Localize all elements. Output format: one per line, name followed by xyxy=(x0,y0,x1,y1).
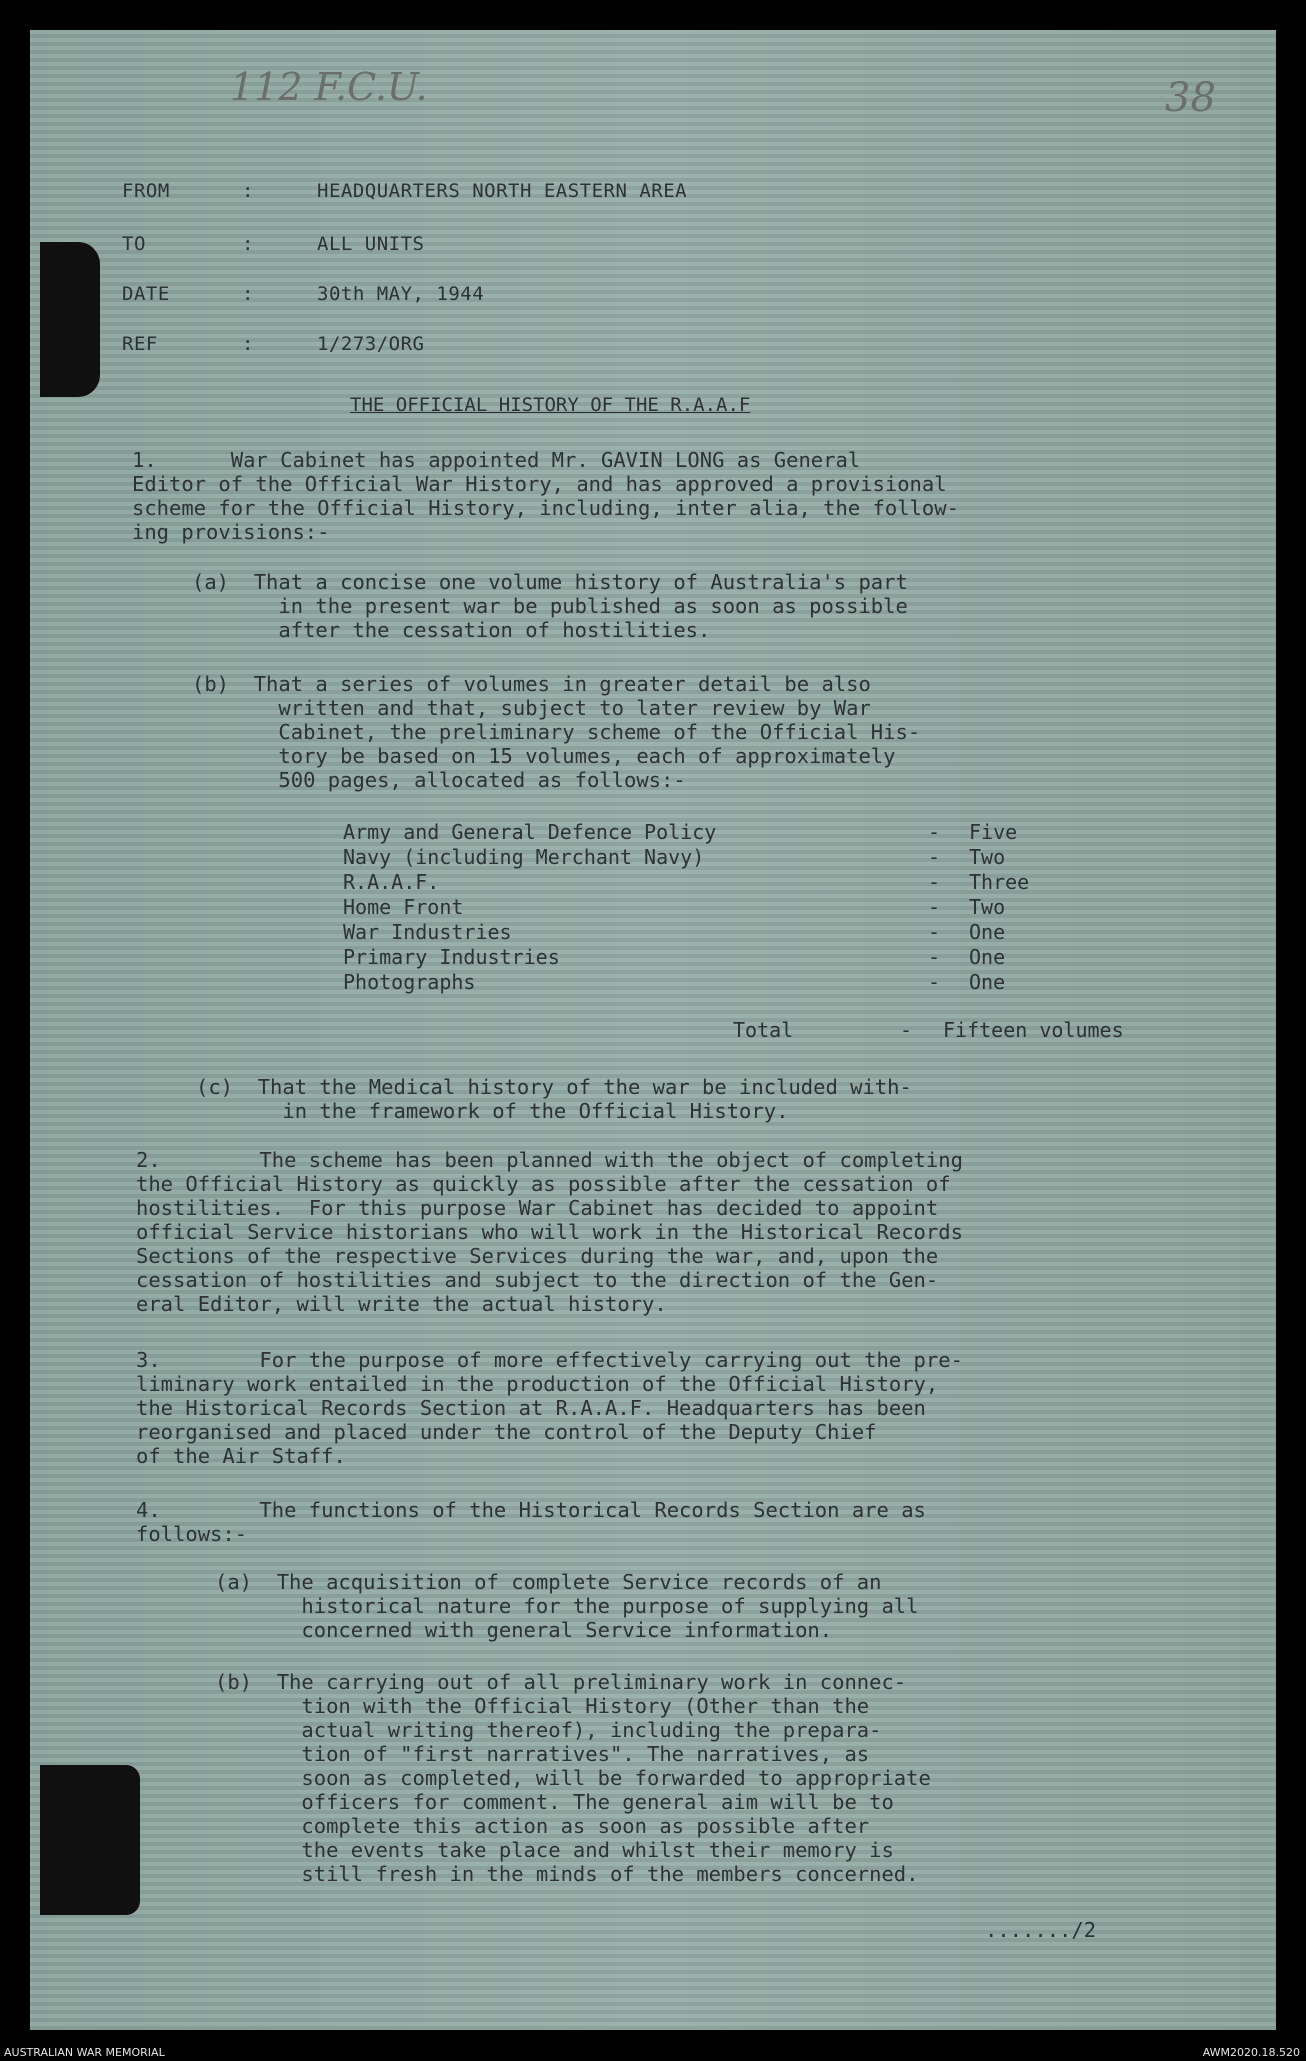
paragraph-1c: (c) That the Medical history of the war be included with- in the framework of the Official History. xyxy=(196,1075,912,1123)
header-from-label: FROM xyxy=(122,180,170,202)
allocation-row: Primary Industries - One xyxy=(343,945,1006,969)
total-label: Total xyxy=(733,1018,794,1042)
continuation-marker: ......./2 xyxy=(985,1918,1097,1942)
header-to-value: ALL UNITS xyxy=(317,233,425,255)
paragraph-4a: (a) The acquisition of complete Service records of an historical nature for the purpose of supplying all concerned with general Service information. xyxy=(215,1570,919,1642)
paragraph-1a: (a) That a concise one volume history of Australia's part in the present war be published as soon as possible after the cessation of hostilities. xyxy=(192,570,908,642)
paragraph-2: 2. The scheme has been planned with the object of completing the Official History as quickly as possible after the cessation of hostilities. For this purpose War Cabinet has decided to appoint official Service historians who will work in the Historical Records Sections of the respective Services during the war, and, upon the cessation of hostilities and subject to the direction of the Gen- eral Editor, will write the actual history. xyxy=(136,1148,963,1316)
header-date-value: 30th MAY, 1944 xyxy=(317,283,485,305)
header-ref-label: REF xyxy=(122,333,158,355)
archive-credit: AUSTRALIAN WAR MEMORIAL xyxy=(4,2046,165,2059)
header-date-label: DATE xyxy=(122,283,170,305)
header-ref-value: 1/273/ORG xyxy=(317,333,425,355)
document-title: THE OFFICIAL HISTORY OF THE R.A.A.F xyxy=(350,394,751,416)
allocation-row: War Industries - One xyxy=(343,920,1006,944)
total-dash: - xyxy=(900,1018,913,1042)
paragraph-3: 3. For the purpose of more effectively carrying out the pre- liminary work entailed in the production of the Official History, the Historical Records Section at R.A.A.F. Headquarters has been reorganised and placed under the control of the Deputy Chief of the Air Staff. xyxy=(136,1348,963,1468)
paragraph-4: 4. The functions of the Historical Records Section are as follows:- xyxy=(136,1498,926,1546)
volume-allocation-list xyxy=(343,820,1213,995)
binder-clip-bottom xyxy=(40,1765,140,1915)
handwritten-note: 112 F.C.U. xyxy=(230,65,428,109)
allocation-row: Home Front - Two xyxy=(343,895,1006,919)
paragraph-4b: (b) The carrying out of all preliminary work in connec- tion with the Official History (Other than the actual writing thereof), including the prepara- tion of "first narratives". The narratives, as soon as completed, will be forwarded to appropriate officers for comment. The general aim will be to complete this action as soon as possible after the events take place and whilst their memory is still fresh in the minds of the members concerned. xyxy=(215,1670,931,1886)
allocation-row: Navy (including Merchant Navy) - Two xyxy=(343,845,1006,869)
allocation-row: Army and General Defence Policy - Five xyxy=(343,820,1018,844)
paragraph-1b: (b) That a series of volumes in greater detail be also written and that, subject to later review by War Cabinet, the preliminary scheme of the Official His- tory be based on 15 volumes, each of approximately 500 pages, allocated as follows:- xyxy=(192,672,921,792)
header-from-value: HEADQUARTERS NORTH EASTERN AREA xyxy=(317,180,688,202)
binder-clip-top xyxy=(40,242,100,397)
header-to-label: TO xyxy=(122,233,146,255)
allocation-row: R.A.A.F. - Three xyxy=(343,870,1030,894)
allocation-row: Photographs - One xyxy=(343,970,1006,994)
archive-reference: AWM2020.18.520 xyxy=(1202,2046,1300,2059)
handwritten-folio-number: 38 xyxy=(1165,75,1216,121)
document-page: 112 F.C.U. 38 FROM : HEADQUARTERS NORTH EASTERN AREA TO : ALL UNITS DATE : 30th MAY, 1944 REF : 1/273/ORG THE OFFICIAL HISTORY OF THE R.A.A.F 1. War Cabinet has appointed Mr. GAVIN LONG as General Editor of the Official War History, and has approved a provisional scheme for the Official History, including, inter alia, the follow- ing provisions:- (a) That a concise one volume history of Australia's part in the present war be published as soon as possible after the cessation of hostilities. (b) That a series of volumes in greater detail be also written and that, subject to later review by War Cabinet, the preliminary scheme of the Official His- tory be based on 15 volumes, each of approximately 500 pages, allocated as follows:- Army and General Defence Policy - Five Navy (including Merchant Navy) - Two R.A.A.F. - Three Home Front - Two War Industries - One Primary Industries - One Photographs - One Total - Fifteen volumes (c) That the Medical history of the war be included with- in the framework of the Official History. 2. The scheme has been planned with the object of completing the Official History as quickly as possible after the cessation of hostilities. For this purpose War Cabinet has decided to appoint official Service historians who will work in the Historical Records Sections of the respective Services during the war, and, upon the cessation of hostilities and subject to the direction of the Gen- eral Editor, will write the actual history. 3. For the purpose of more effectively carrying out the pre- liminary work entailed in the production of the Official History, the Historical Records Section at R.A.A.F. Headquarters has been reorganised and placed under the control of the Deputy Chief of the Air Staff. 4. The functions of the Historical Records Section are as follows:- (a) The acquisition of complete Service records of an historical nature for the purpose of supplying all concerned with general Service information. (b) The carrying out of all preliminary work in connec- tion with the Official History (Other than the actual writing thereof), including the prepara- tion of "first narratives". The narratives, as soon as completed, will be forwarded to appropriate officers for comment. The general aim will be to complete this action as soon as possible after the events take place and whilst their memory is still fresh in the minds of the members concerned. ......./2 xyxy=(30,30,1276,2030)
paragraph-1: 1. War Cabinet has appointed Mr. GAVIN LONG as General Editor of the Official War History, and has approved a provisional scheme for the Official History, including, inter alia, the follow- ing provisions:- xyxy=(132,448,959,544)
total-value: Fifteen volumes xyxy=(943,1018,1124,1042)
